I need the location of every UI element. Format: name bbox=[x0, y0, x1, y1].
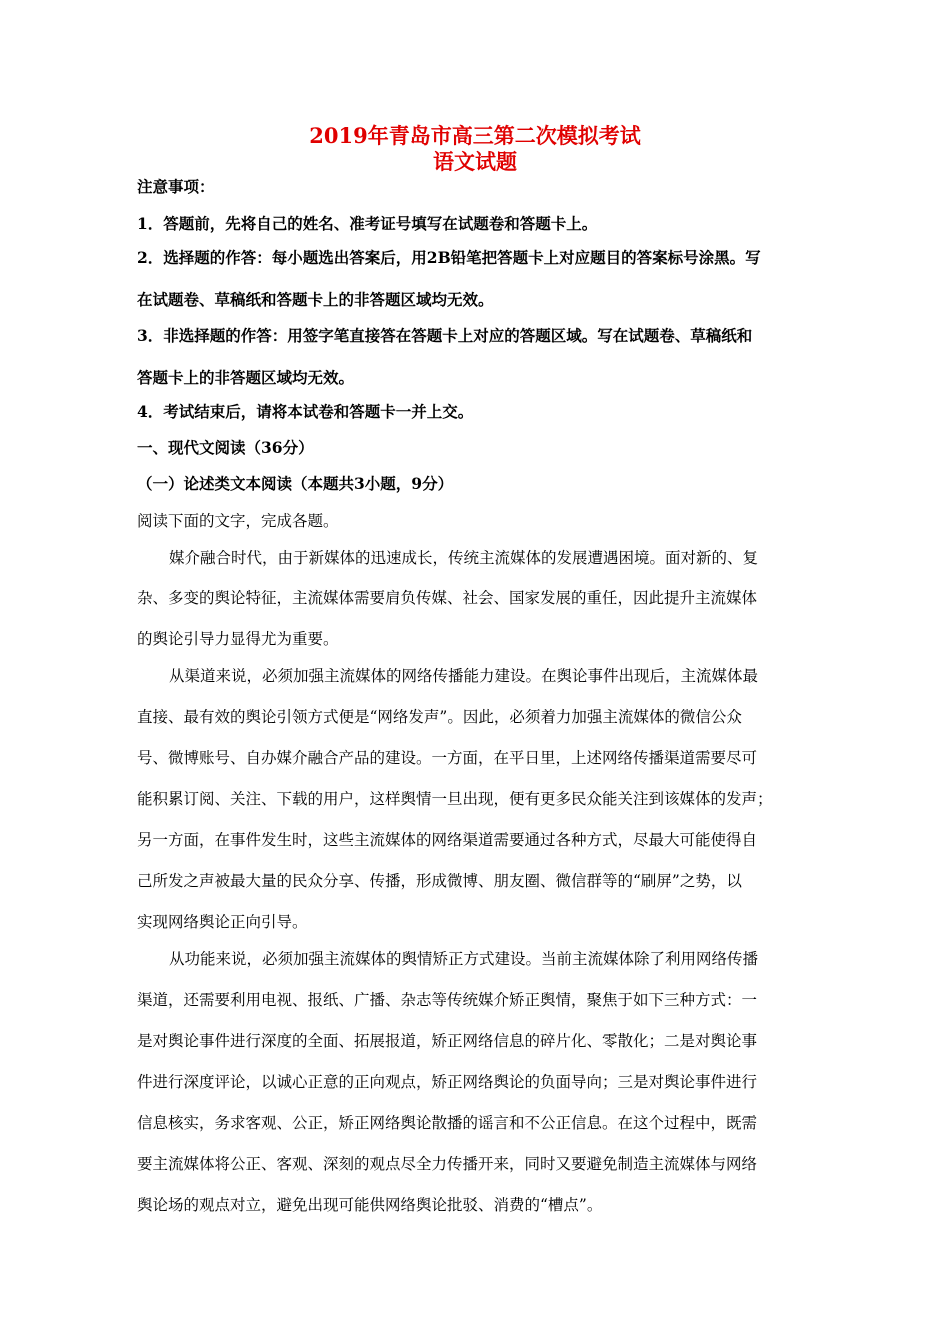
paragraph-2-line-6: 己所发之声被最大量的民众分享、传播，形成微博、朋友圈、微信群等的“刷屏”之势，以 bbox=[137, 872, 742, 890]
paragraph-2-line-3: 号、微博账号、自办媒介融合产品的建设。一方面，在平日里，上述网络传播渠道需要尽可 bbox=[137, 749, 758, 767]
paragraph-3-line-4: 件进行深度评论，以诚心正意的正向观点，矫正网络舆论的负面导向；三是对舆论事件进行 bbox=[137, 1073, 758, 1091]
notice-item-2-cont: 在试题卷、草稿纸和答题卡上的非答题区域均无效。 bbox=[137, 290, 494, 309]
notice-heading: 注意事项： bbox=[137, 177, 215, 196]
paragraph-3-line-3: 是对舆论事件进行深度的全面、拓展报道，矫正网络信息的碎片化、零散化；二是对舆论事 bbox=[137, 1032, 758, 1050]
paragraph-3-line-5: 信息核实，务求客观、公正，矫正网络舆论散播的谣言和不公正信息。在这个过程中，既需 bbox=[137, 1114, 758, 1132]
notice-item-4: 4．考试结束后，请将本试卷和答题卡一并上交。 bbox=[137, 402, 474, 421]
paragraph-3-line-2: 渠道，还需要利用电视、报纸、广播、杂志等传统媒介矫正舆情，聚焦于如下三种方式：一 bbox=[137, 991, 758, 1009]
paragraph-1-line-2: 杂、多变的舆论特征，主流媒体需要肩负传媒、社会、国家发展的重任，因此提升主流媒体 bbox=[137, 589, 758, 607]
paragraph-3-line-1: 从功能来说，必须加强主流媒体的舆情矫正方式建设。当前主流媒体除了利用网络传播 bbox=[169, 950, 759, 968]
paragraph-2-line-5: 另一方面，在事件发生时，这些主流媒体的网络渠道需要通过各种方式，尽最大可能使得自 bbox=[137, 831, 758, 849]
notice-item-3-cont: 答题卡上的非答题区域均无效。 bbox=[137, 368, 355, 387]
section-heading: 一、现代文阅读（36分） bbox=[137, 438, 314, 457]
paragraph-2-line-2: 直接、最有效的舆论引领方式便是“网络发声”。因此，必须着力加强主流媒体的微信公众 bbox=[137, 708, 742, 726]
notice-item-1: 1．答题前，先将自己的姓名、准考证号填写在试题卷和答题卡上。 bbox=[137, 214, 598, 233]
paragraph-2-line-4: 能积累订阅、关注、下载的用户，这样舆情一旦出现，便有更多民众能关注到该媒体的发声； bbox=[137, 790, 773, 808]
reading-instruction: 阅读下面的文字，完成各题。 bbox=[137, 512, 339, 530]
section-subheading: （一）论述类文本阅读（本题共3小题，9分） bbox=[137, 474, 454, 493]
paragraph-3-line-6: 要主流媒体将公正、客观、深刻的观点尽全力传播开来，同时又要避免制造主流媒体与网络 bbox=[137, 1155, 758, 1173]
exam-subtitle: 语文试题 bbox=[433, 149, 517, 174]
paragraph-2-line-1: 从渠道来说，必须加强主流媒体的网络传播能力建设。在舆论事件出现后，主流媒体最 bbox=[169, 667, 759, 685]
paragraph-1-line-3: 的舆论引导力显得尤为重要。 bbox=[137, 630, 339, 648]
notice-item-2: 2．选择题的作答：每小题选出答案后，用2B铅笔把答题卡上对应题目的答案标号涂黑。写 bbox=[137, 248, 761, 267]
notice-item-3: 3．非选择题的作答：用签字笔直接答在答题卡上对应的答题区域。写在试题卷、草稿纸和 bbox=[137, 326, 753, 345]
paragraph-2-line-7: 实现网络舆论正向引导。 bbox=[137, 913, 308, 931]
paragraph-3-line-7: 舆论场的观点对立，避免出现可能供网络舆论批驳、消费的“槽点”。 bbox=[137, 1196, 603, 1214]
exam-title: 2019年青岛市高三第二次模拟考试 bbox=[309, 123, 641, 148]
paragraph-1-line-1: 媒介融合时代，由于新媒体的迅速成长，传统主流媒体的发展遭遇困境。面对新的、复 bbox=[169, 549, 759, 567]
